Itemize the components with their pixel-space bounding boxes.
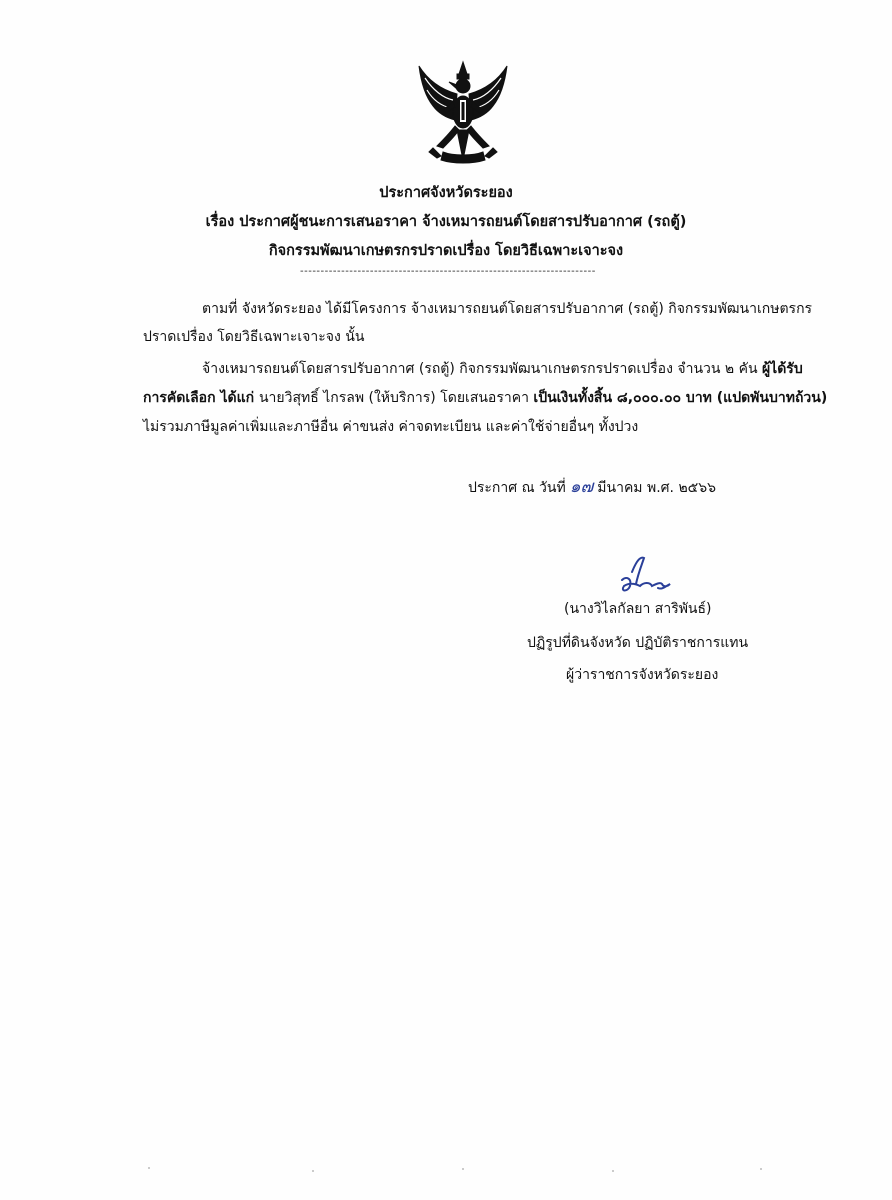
scan-speck	[312, 1170, 314, 1172]
signature	[596, 554, 686, 602]
paragraph-1-line-2: ปราดเปรื่อง โดยวิธีเฉพาะเจาะจง นั้น	[143, 329, 365, 345]
divider-line: ------------------------------------------------------------------------	[300, 266, 596, 277]
scan-speck	[612, 1170, 614, 1172]
date-prefix: ประกาศ ณ วันที่	[468, 480, 566, 496]
garuda-emblem	[413, 60, 513, 170]
signatory-role-2: ผู้ว่าราชการจังหวัดระยอง	[566, 667, 719, 683]
subject-line-2: กิจกรรมพัฒนาเกษตรกรปราดเปรื่อง โดยวิธีเฉพาะเจาะจง	[268, 243, 624, 259]
signatory-name: (นางวิไลกัลยา สาริพันธ์)	[564, 601, 712, 617]
paragraph-2-line-1	[202, 360, 803, 378]
winner-label: ผู้ได้รับ	[761, 361, 803, 377]
selection-label: การคัดเลือก ได้แก่	[143, 390, 259, 406]
winner-name: นายวิสุทธิ์ ไกรลพ (ให้บริการ)	[258, 390, 436, 406]
scan-speck	[148, 1167, 150, 1169]
paragraph-2-line-3: ไม่รวมภาษีมูลค่าเพิ่มและภาษีอื่น ค่าขนส่ง ค่าจดทะเบียน และค่าใช้จ่ายอื่นๆ ทั้งปวง	[143, 419, 639, 435]
scan-speck	[760, 1168, 762, 1170]
signatory-role-1: ปฏิรูปที่ดินจังหวัด ปฏิบัติราชการแทน	[527, 635, 749, 651]
paragraph-2-text: จ้างเหมารถยนต์โดยสารปรับอากาศ (รถตู้) กิจกรรมพัฒนาเกษตรกรปราดเปรื่อง จำนวน ๒ คัน	[202, 361, 762, 377]
announcement-date	[468, 473, 716, 500]
paragraph-2-line-2	[143, 389, 827, 407]
document-title: ประกาศจังหวัดระยอง	[379, 185, 513, 201]
subject-line-1: เรื่อง ประกาศผู้ชนะการเสนอราคา จ้างเหมารถยนต์โดยสารปรับอากาศ (รถตู้)	[205, 214, 687, 230]
total-amount: เป็นเงินทั้งสิ้น ๘,๐๐๐.๐๐ บาท (แปดพันบาทถ้วน)	[533, 390, 828, 406]
scan-speck	[462, 1168, 464, 1170]
date-day: ๑๗	[569, 477, 594, 497]
offer-label: โดยเสนอราคา	[435, 390, 534, 406]
date-month-year: มีนาคม พ.ศ. ๒๕๖๖	[597, 480, 717, 496]
paragraph-1-line-1: ตามที่ จังหวัดระยอง ได้มีโครงการ จ้างเหมารถยนต์โดยสารปรับอากาศ (รถตู้) กิจกรรมพัฒนาเกษตรกร	[202, 301, 813, 317]
